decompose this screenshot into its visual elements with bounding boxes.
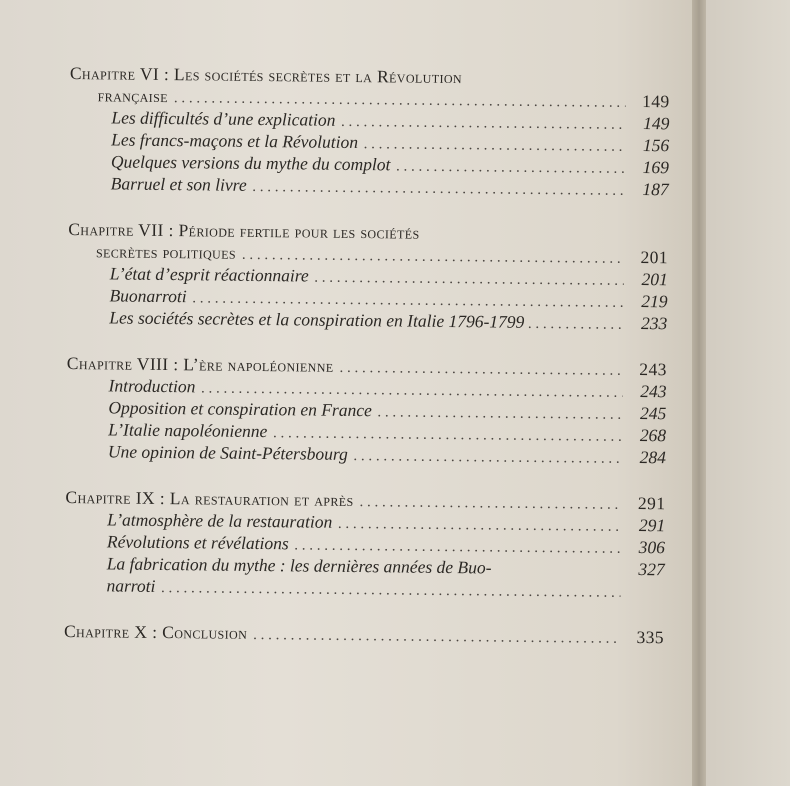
leader-dots	[528, 313, 625, 336]
chapter-7-title-line1: Chapitre VII : Période fertile pour les sociétés	[68, 218, 420, 243]
leader-dots	[253, 176, 625, 202]
leader-dots	[253, 624, 620, 650]
section-page: 219	[641, 290, 668, 312]
section-page: 268	[639, 424, 667, 446]
section-label-line1: La fabrication du mythe : les dernières années de Buo-	[106, 553, 492, 578]
section-page: 291	[638, 514, 666, 536]
section-label: Les difficultés d’une explication	[111, 107, 336, 130]
section-page: 306	[638, 536, 666, 558]
section-page: 201	[641, 268, 668, 290]
section-label: Barruel et son livre	[110, 173, 247, 195]
section-label: Une opinion de Saint-Pétersbourg	[107, 441, 348, 464]
section-label: Les francs-maçons et la Révolution	[111, 129, 359, 153]
section-page: 187	[642, 179, 669, 200]
section-page: 233	[640, 312, 668, 334]
book-gutter	[692, 0, 706, 786]
section-page: 243	[640, 380, 667, 402]
chapter-6-title-line1: Chapitre VI : Les sociétés secrètes et la Révolution	[69, 62, 463, 88]
section-label: L’état d’esprit réactionnaire	[109, 263, 309, 286]
leader-dots	[354, 445, 622, 470]
section-label: Introduction	[108, 375, 196, 397]
section-label: Opposition et conspiration en France	[108, 397, 372, 421]
section-label: Révolutions et révélations	[106, 531, 289, 554]
section-page: 149	[643, 113, 670, 134]
section-label: L’Italie napoléonienne	[108, 419, 268, 442]
chapter-6-title-line2: française	[97, 85, 169, 107]
section-page: 245	[640, 402, 667, 424]
chapter-10-page: 335	[636, 626, 665, 648]
facing-page	[706, 0, 790, 786]
chapter-8-title: Chapitre VIII : L’ère napoléonienne	[66, 352, 334, 376]
chapter-7-page: 201	[640, 246, 669, 268]
section-label: Quelques versions du mythe du complot	[110, 151, 391, 175]
section-page: 327	[638, 558, 665, 580]
section-label: Buonarroti	[109, 285, 187, 307]
section-label-line2: narroti	[106, 575, 156, 596]
chapter-9-page: 291	[637, 492, 666, 514]
table-of-contents	[64, 62, 670, 648]
section-page: 169	[642, 157, 670, 178]
section-page: 156	[642, 135, 670, 156]
section-page: 284	[639, 446, 666, 468]
chapter-7-title-line2: secrètes politiques	[95, 241, 237, 263]
section-label: L’atmosphère de la restauration	[107, 509, 333, 532]
chapter-9-title: Chapitre IX : La restauration et après	[65, 486, 354, 510]
chapter-6-page: 149	[642, 90, 670, 112]
section-label: Les sociétés secrètes et la conspiration en Italie 1796-1799	[109, 307, 525, 332]
chapter-10-title: Chapitre X : Conclusion	[63, 620, 248, 643]
chapter-8-page: 243	[639, 358, 667, 380]
